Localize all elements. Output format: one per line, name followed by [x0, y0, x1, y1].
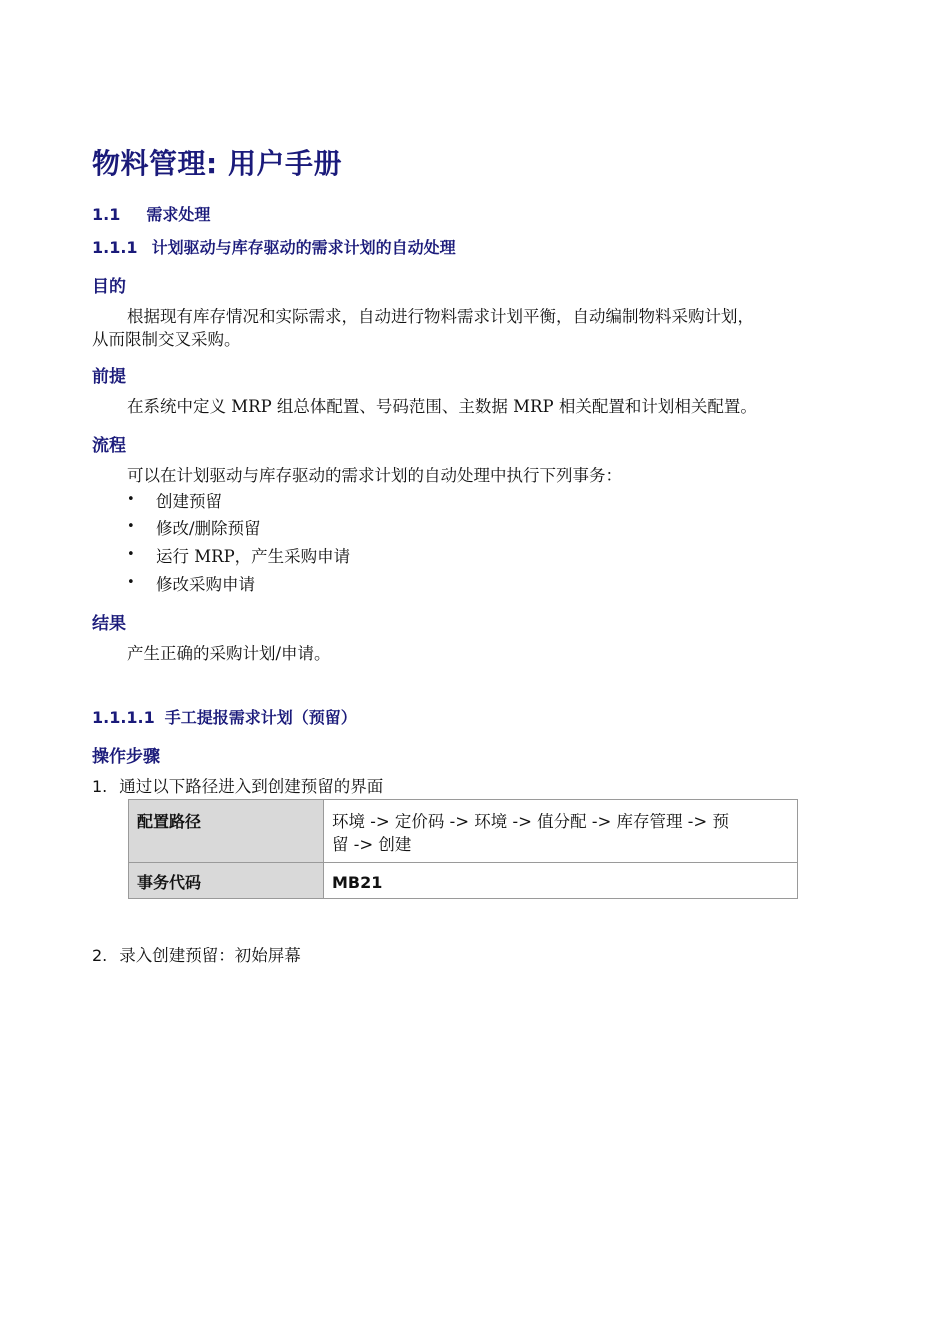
list-item: • 修改/删除预留: [156, 515, 261, 539]
subsubsection-heading: [92, 705, 357, 728]
result-text: 产生正确的采购计划/申请。: [127, 644, 331, 663]
path-label-cell: 配置路径: [129, 800, 324, 863]
step-text: 录入创建预留：初始屏幕: [119, 946, 301, 965]
step-text: 通过以下路径进入到创建预留的界面: [119, 777, 384, 796]
path-line-2: 留 -> 创建: [332, 835, 412, 854]
prerequisite-text: 在系统中定义 MRP 组总体配置、号码范围、主数据 MRP 相关配置和计划相关配置。: [127, 397, 757, 416]
step-number: 1.: [92, 777, 108, 796]
purpose-label: 目的: [92, 277, 126, 297]
path-value-cell: [324, 800, 798, 863]
bullet-icon: •: [127, 492, 135, 507]
bullet-icon: •: [127, 519, 135, 534]
section-number: 1.1: [92, 205, 121, 224]
step-2: [92, 942, 301, 966]
subsubsection-title: 手工提报需求计划（预留）: [164, 708, 357, 727]
section-heading: [92, 202, 210, 225]
steps-label: 操作步骤: [92, 747, 160, 767]
result-label: 结果: [92, 614, 126, 634]
subsubsection-number: 1.1.1.1: [92, 708, 155, 727]
code-label-cell: 事务代码: [129, 863, 324, 899]
process-label: 流程: [92, 436, 126, 456]
list-item: • 修改采购申请: [156, 571, 255, 595]
table-row: [129, 800, 798, 863]
subsection-heading: [92, 235, 456, 258]
code-value-cell: MB21: [324, 863, 798, 899]
config-table: [128, 799, 798, 899]
bullet-icon: •: [127, 575, 135, 590]
subsection-number: 1.1.1: [92, 238, 138, 257]
path-line-1: 环境 -> 定价码 -> 环境 -> 值分配 -> 库存管理 -> 预: [332, 812, 729, 831]
purpose-line-1: 根据现有库存情况和实际需求，自动进行物料需求计划平衡，自动编制物料采购计划，: [127, 307, 754, 326]
step-number: 2.: [92, 946, 108, 965]
list-item: • 运行 MRP，产生采购申请: [156, 543, 350, 567]
bullet-icon: •: [127, 547, 135, 562]
section-title: 需求处理: [146, 205, 211, 224]
process-intro: 可以在计划驱动与库存驱动的需求计划的自动处理中执行下列事务：: [127, 466, 622, 485]
list-item: • 创建预留: [156, 488, 222, 512]
table-row: [129, 863, 798, 899]
prerequisite-label: 前提: [92, 367, 126, 387]
step-1: [92, 773, 383, 797]
purpose-line-2: 从而限制交叉采购。: [92, 330, 241, 349]
subsection-title: 计划驱动与库存驱动的需求计划的自动处理: [151, 238, 456, 257]
document-title: 物料管理: 用户手册: [92, 147, 342, 180]
